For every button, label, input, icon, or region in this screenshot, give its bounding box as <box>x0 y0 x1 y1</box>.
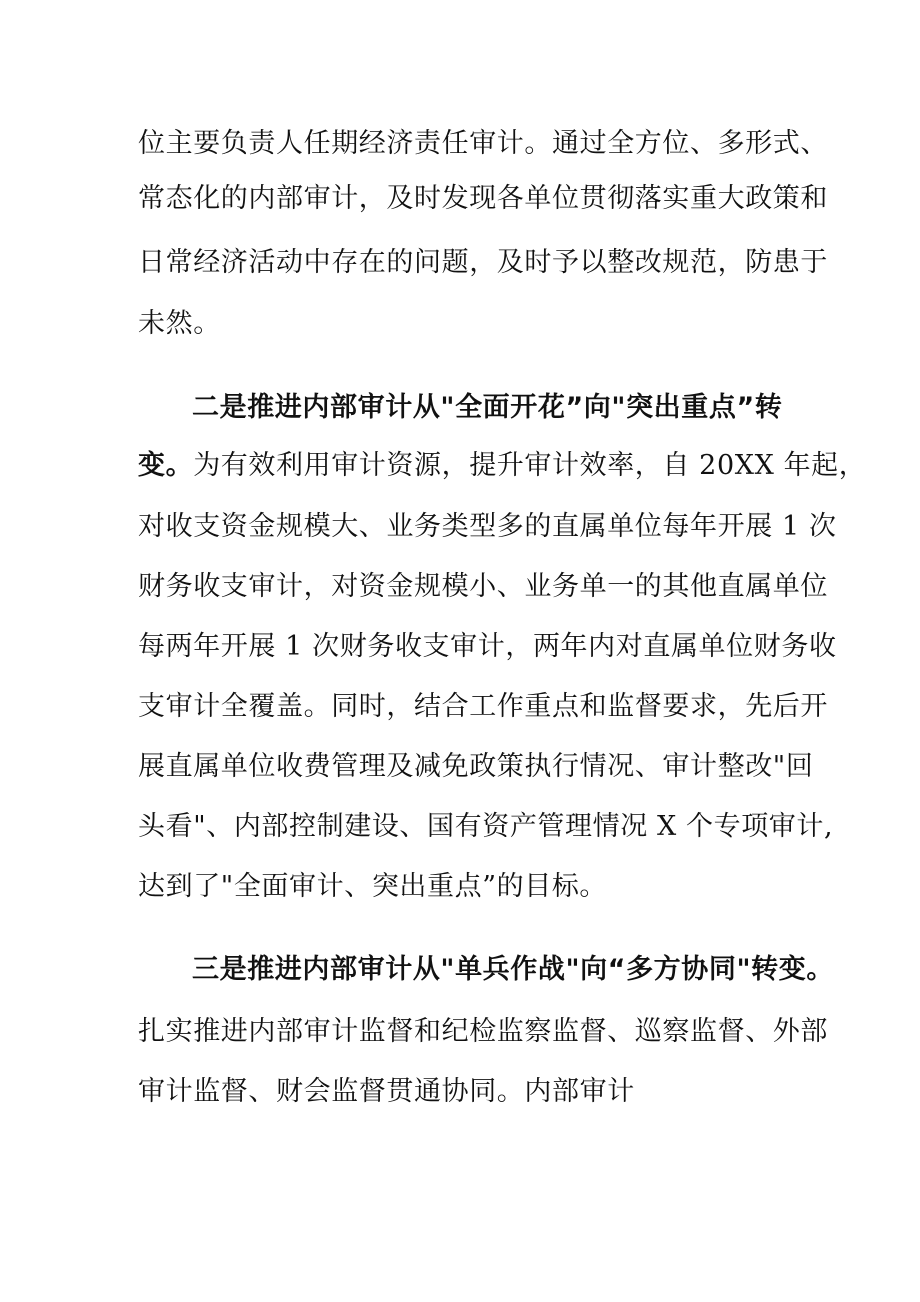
paragraph-3-line-3: 审计监督、财会监督贯通协同。内部审计 <box>138 1076 635 1107</box>
paragraph-2-heading-end: 变。 <box>138 450 194 481</box>
paragraph-2-line-2 <box>138 446 867 486</box>
paragraph-2-line-7: 展直属单位收费管理及减免政策执行情况、审计整改"回 <box>138 751 814 782</box>
paragraph-3-heading: 三是推进内部审计从"单兵作战"向“多方协同"转变。 <box>192 954 834 985</box>
paragraph-2-line-5: 每两年开展 1 次财务收支审计，两年内对直属单位财务收 <box>138 631 837 662</box>
paragraph-1-line-4: 未然。 <box>138 308 221 339</box>
paragraph-2-line-2-text: 为有效利用审计资源，提升审计效率，自 20XX 年起， <box>193 450 867 481</box>
paragraph-2-line-6: 支审计全覆盖。同时，结合工作重点和监督要求，先后开 <box>138 691 828 722</box>
paragraph-1-line-2: 常态化的内部审计，及时发现各单位贯彻落实重大政策和 <box>138 183 828 214</box>
paragraph-2-line-9: 达到了"全面审计、突出重点”的目标。 <box>138 871 608 902</box>
paragraph-1-line-1: 位主要负责人任期经济责任审计。通过全方位、多形式、 <box>138 128 828 159</box>
paragraph-2-heading: 二是推进内部审计从"全面开花”向"突出重点”转 <box>192 392 783 423</box>
paragraph-2-line-3: 对收支资金规模大、业务类型多的直属单位每年开展 1 次 <box>138 511 837 542</box>
paragraph-2-line-8: 头看"、内部控制建设、国有资产管理情况 X 个专项审计, <box>138 811 834 842</box>
paragraph-2-line-4: 财务收支审计，对资金规模小、业务单一的其他直属单位 <box>138 571 828 602</box>
paragraph-3-line-2: 扎实推进内部审计监督和纪检监察监督、巡察监督、外部 <box>138 1016 828 1047</box>
paragraph-1-line-3: 日常经济活动中存在的问题，及时予以整改规范，防患于 <box>138 247 828 278</box>
